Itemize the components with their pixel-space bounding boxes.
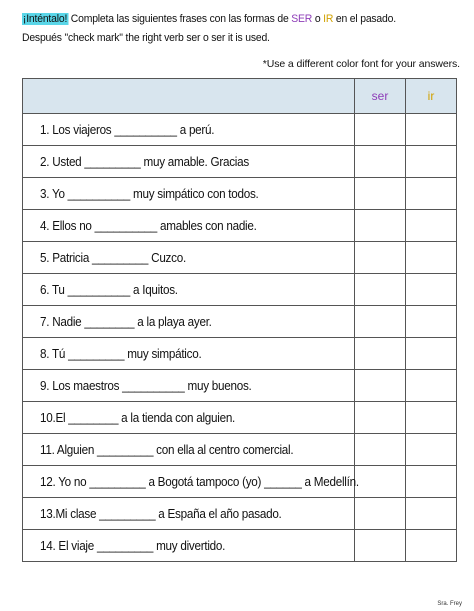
table-row xyxy=(23,434,457,466)
sentence-text: 4. Ellos no __________ amables con nadie. xyxy=(40,218,257,233)
ser-check-cell[interactable] xyxy=(355,146,406,178)
header-sentence xyxy=(23,79,355,114)
instructions-o: o xyxy=(312,13,324,25)
instructions xyxy=(22,10,431,48)
sentence-text: 3. Yo __________ muy simpático con todos. xyxy=(40,186,259,201)
sentence-cell xyxy=(23,530,355,562)
ir-check-cell[interactable] xyxy=(406,530,457,562)
ir-check-cell[interactable] xyxy=(406,210,457,242)
ser-check-cell[interactable] xyxy=(355,370,406,402)
table-row xyxy=(23,242,457,274)
sentence-text: 14. El viaje _________ muy divertido. xyxy=(40,538,226,553)
table-row xyxy=(23,370,457,402)
table-row xyxy=(23,306,457,338)
sentence-text: 7. Nadie ________ a la playa ayer. xyxy=(40,314,212,329)
sentence-cell xyxy=(23,466,359,498)
ir-check-cell[interactable] xyxy=(406,146,457,178)
ser-check-cell[interactable] xyxy=(355,402,406,434)
ser-check-cell[interactable] xyxy=(355,114,406,146)
ser-check-cell[interactable] xyxy=(355,210,406,242)
sentence-cell xyxy=(23,242,355,274)
ir-check-cell[interactable] xyxy=(406,402,457,434)
color-note: *Use a different color font for your answers. xyxy=(262,58,460,70)
table-header-row xyxy=(23,79,457,114)
teacher-name: Sra. Frey xyxy=(437,601,462,607)
sentence-cell xyxy=(23,306,355,338)
ir-check-cell[interactable] xyxy=(406,498,457,530)
intentalo-highlight: ¡Inténtalo! xyxy=(22,13,68,25)
ir-check-cell[interactable] xyxy=(406,274,457,306)
table-row xyxy=(23,338,457,370)
sentence-cell xyxy=(23,498,355,530)
table-row xyxy=(23,402,457,434)
sentence-cell xyxy=(23,114,355,146)
ir-check-cell[interactable] xyxy=(406,434,457,466)
table-row xyxy=(23,146,457,178)
ir-word: IR xyxy=(323,13,334,25)
sentence-text: 1. Los viajeros __________ a perú. xyxy=(40,122,215,137)
sentence-text: 11. Alguien _________ con ella al centro comercial. xyxy=(40,442,294,457)
header-ser: ser xyxy=(355,79,406,114)
table-row xyxy=(23,114,457,146)
table-row xyxy=(23,530,457,562)
table-row xyxy=(23,210,457,242)
table-row xyxy=(23,466,457,498)
ir-check-cell[interactable] xyxy=(406,242,457,274)
ser-check-cell[interactable] xyxy=(355,178,406,210)
sentence-cell xyxy=(23,338,355,370)
sentence-text: 13.Mi clase _________ a España el año pasado. xyxy=(40,506,282,521)
sentence-text: 9. Los maestros __________ muy buenos. xyxy=(40,378,252,393)
ser-check-cell[interactable] xyxy=(355,530,406,562)
ser-check-cell[interactable] xyxy=(355,306,406,338)
ir-check-cell[interactable] xyxy=(406,114,457,146)
table-row xyxy=(23,178,457,210)
instructions-part2: en el pasado. Después "check mark" the right verb ser o ser it is used. xyxy=(22,13,396,44)
ser-word: SER xyxy=(291,13,313,25)
sentence-cell xyxy=(23,210,355,242)
ser-check-cell[interactable] xyxy=(355,274,406,306)
sentence-text: 2. Usted _________ muy amable. Gracias xyxy=(40,154,249,169)
sentence-cell xyxy=(23,434,355,466)
table-row xyxy=(23,498,457,530)
ir-check-cell[interactable] xyxy=(406,306,457,338)
ser-check-cell[interactable] xyxy=(355,434,406,466)
sentence-cell xyxy=(23,178,355,210)
header-ir: ir xyxy=(406,79,457,114)
ser-check-cell[interactable] xyxy=(355,242,406,274)
ir-check-cell[interactable] xyxy=(406,466,457,498)
sentence-cell xyxy=(23,274,355,306)
sentence-text: 10.El ________ a la tienda con alguien. xyxy=(40,410,236,425)
ir-check-cell[interactable] xyxy=(406,338,457,370)
sentence-text: 5. Patricia _________ Cuzco. xyxy=(40,250,186,265)
instructions-part1: Completa las siguientes frases con las formas de xyxy=(68,13,292,25)
sentence-text: 8. Tú _________ muy simpático. xyxy=(40,346,202,361)
sentence-cell xyxy=(23,146,355,178)
ser-check-cell[interactable] xyxy=(355,338,406,370)
sentence-cell xyxy=(23,402,355,434)
table-row xyxy=(23,274,457,306)
ir-check-cell[interactable] xyxy=(406,370,457,402)
ser-check-cell[interactable] xyxy=(355,498,406,530)
worksheet-table xyxy=(22,78,457,562)
sentence-cell xyxy=(23,370,355,402)
sentence-text: 12. Yo no _________ a Bogotá tampoco (yo) ______ a Medellín. xyxy=(40,474,359,489)
ir-check-cell[interactable] xyxy=(406,178,457,210)
sentence-text: 6. Tu __________ a Iquitos. xyxy=(40,282,178,297)
